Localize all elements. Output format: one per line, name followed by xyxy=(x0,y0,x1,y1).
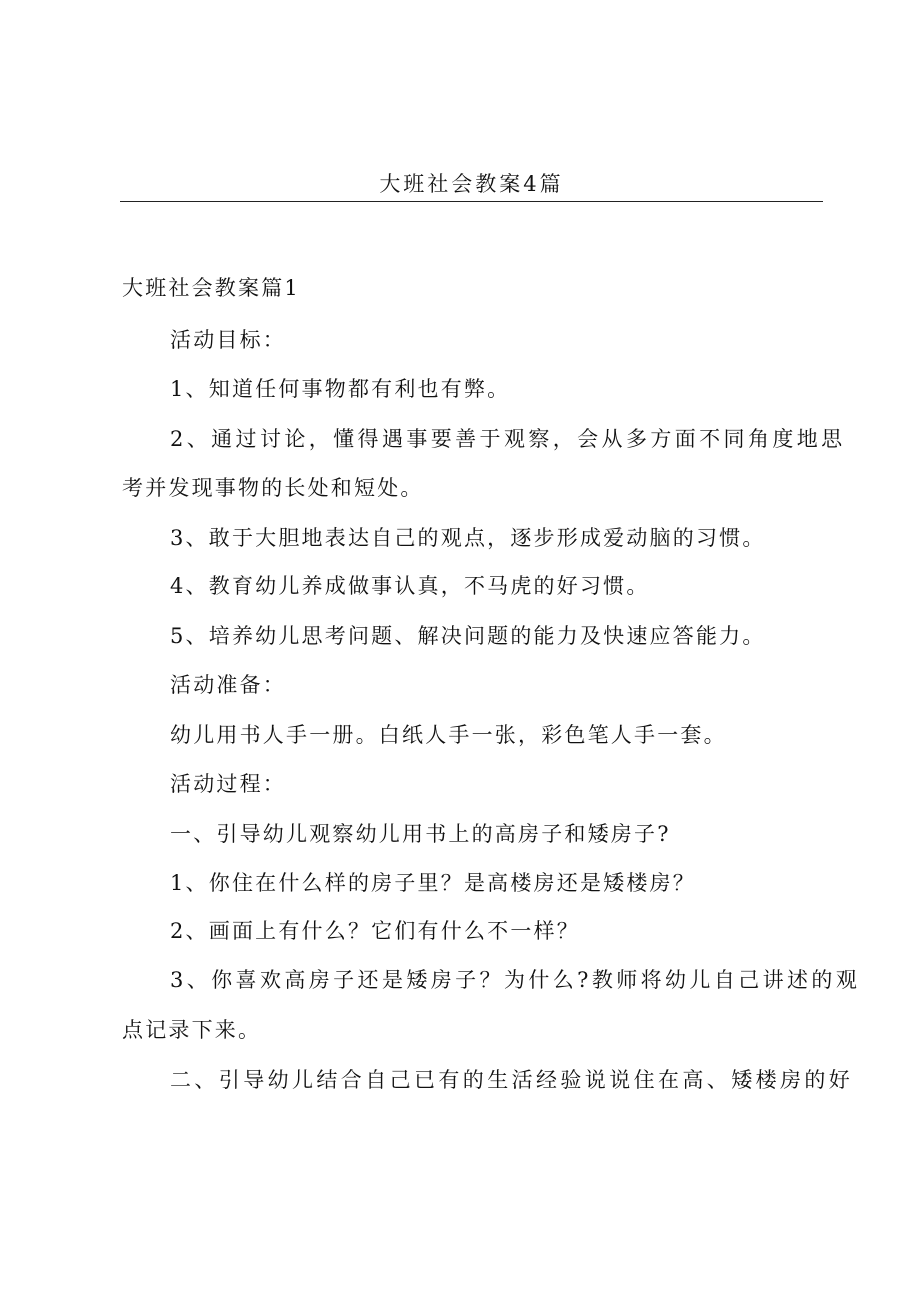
paragraph-line: 2、画面上有什么？它们有什么不一样？ xyxy=(170,919,580,943)
paragraph-line: 1、知道任何事物都有利也有弊。 xyxy=(170,377,511,401)
paragraph-line: 点记录下来。 xyxy=(122,1018,262,1042)
paragraph-line: 活动过程： xyxy=(170,772,286,796)
section-heading: 大班社会教案篇1 xyxy=(122,276,300,300)
paragraph-line: 考并发现事物的长处和短处。 xyxy=(122,476,424,500)
paragraph-line: 2、通过讨论，懂得遇事要善于观察，会从多方面不同角度地思 xyxy=(170,427,846,451)
paragraph-line: 5、培养幼儿思考问题、解决问题的能力及快速应答能力。 xyxy=(170,624,766,648)
paragraph-line: 一、引导幼儿观察幼儿用书上的高房子和矮房子? xyxy=(170,822,671,846)
paragraph-line: 3、敢于大胆地表达自己的观点，逐步形成爱动脑的习惯。 xyxy=(170,526,766,550)
paragraph-line: 1、你住在什么样的房子里？是高楼房还是矮楼房？ xyxy=(170,871,696,895)
paragraph-line: 4、教育幼儿养成做事认真，不马虎的好习惯。 xyxy=(170,574,650,598)
document-title: 大班社会教案4篇 xyxy=(379,172,564,196)
paragraph-line: 3、你喜欢高房子还是矮房子？为什么?教师将幼儿自己讲述的观 xyxy=(170,968,861,992)
paragraph-line: 幼儿用书人手一册。白纸人手一张，彩色笔人手一套。 xyxy=(170,723,727,747)
page-header xyxy=(120,168,823,202)
paragraph-line: 活动目标： xyxy=(170,328,286,352)
paragraph-line: 二、引导幼儿结合自己已有的生活经验说说住在高、矮楼房的好 xyxy=(170,1068,854,1092)
paragraph-line: 活动准备： xyxy=(170,673,286,697)
